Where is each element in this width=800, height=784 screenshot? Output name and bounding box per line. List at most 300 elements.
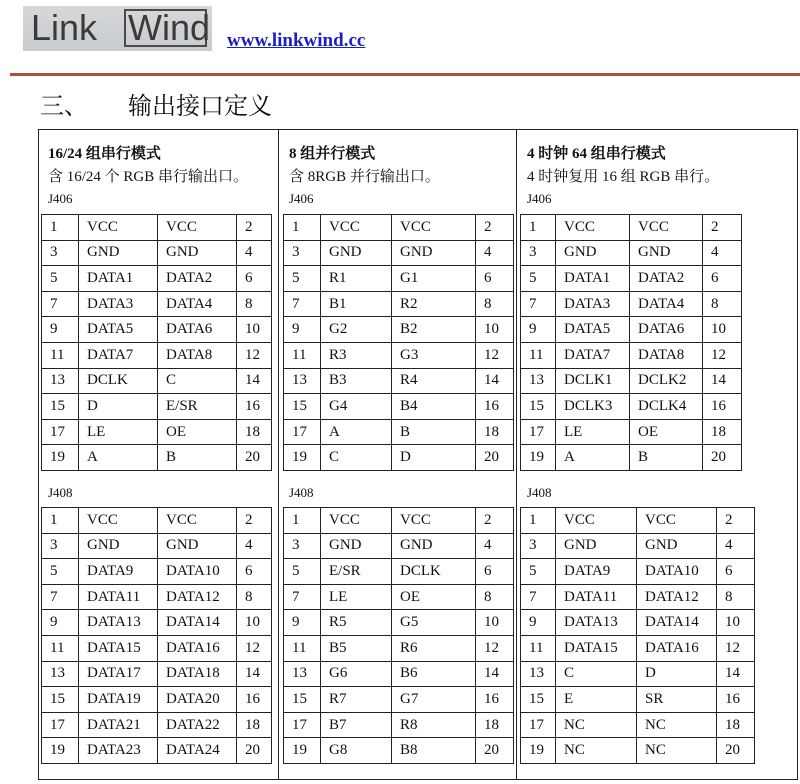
pin-number-right: 18 [476,712,514,738]
signal-name-right: E/SR [158,394,237,420]
signal-name-left: GND [321,240,392,266]
pin-number-right: 8 [717,584,755,610]
signal-name-left: G2 [321,317,392,343]
panel-title: 16/24 组串行模式 [48,146,161,162]
signal-name-left: DATA11 [79,584,158,610]
pin-number-right: 18 [476,419,514,445]
signal-name-right: D [392,445,476,471]
pin-row [521,635,755,661]
pin-row [521,533,755,559]
signal-name-left: LE [79,419,158,445]
signal-name-left: R7 [321,687,392,713]
pin-table-j408 [520,507,755,764]
signal-name-left: G6 [321,661,392,687]
panel-title: 4 时钟 64 组串行模式 [527,146,666,162]
pin-row [42,508,272,534]
pin-number-right: 20 [703,445,742,471]
pin-number-left: 9 [284,317,321,343]
pin-row [521,266,742,292]
pin-number-right: 12 [237,342,272,368]
pin-number-right: 16 [476,687,514,713]
pin-number-right: 6 [717,559,755,585]
signal-name-right: VCC [630,215,703,241]
signal-name-left: DATA3 [79,291,158,317]
pin-number-left: 5 [42,266,79,292]
pin-number-right: 14 [717,661,755,687]
pin-number-right: 6 [237,559,272,585]
panel-description: 含 8RGB 并行输出口。 [289,169,440,185]
pin-row [42,445,272,471]
pin-number-left: 5 [42,559,79,585]
signal-name-left: LE [556,419,630,445]
signal-name-right: GND [158,533,237,559]
signal-name-left: DATA7 [79,342,158,368]
column-divider [278,129,279,780]
pin-row [284,445,514,471]
pin-row [42,240,272,266]
pin-number-right: 12 [717,635,755,661]
pin-number-right: 2 [476,215,514,241]
pin-number-right: 4 [703,240,742,266]
signal-name-right: GND [630,240,703,266]
signal-name-right: VCC [637,508,717,534]
signal-name-right: B [158,445,237,471]
pin-number-right: 8 [476,291,514,317]
pin-number-right: 6 [476,266,514,292]
pin-row [42,635,272,661]
pin-row [284,266,514,292]
pin-row [42,342,272,368]
pin-row [284,508,514,534]
pin-number-right: 2 [476,508,514,534]
signal-name-left: DATA21 [79,712,158,738]
pin-row [521,610,755,636]
signal-name-right: DATA10 [158,559,237,585]
pin-number-left: 5 [521,559,556,585]
pin-number-right: 10 [717,610,755,636]
pin-row [521,445,742,471]
pin-row [284,712,514,738]
signal-name-right: B [630,445,703,471]
pin-number-right: 18 [717,712,755,738]
signal-name-left: A [556,445,630,471]
pin-row [42,317,272,343]
signal-name-left: GND [79,533,158,559]
signal-name-right: DATA10 [637,559,717,585]
signal-name-left: VCC [321,215,392,241]
pin-number-right: 16 [717,687,755,713]
pin-row [284,342,514,368]
pin-number-left: 9 [42,610,79,636]
signal-name-left: E [556,687,637,713]
pin-number-left: 3 [42,240,79,266]
signal-name-left: G8 [321,738,392,764]
signal-name-right: DCLK [392,559,476,585]
pin-row [42,419,272,445]
pin-row [521,394,742,420]
pin-row [284,419,514,445]
signal-name-left: B7 [321,712,392,738]
pin-number-right: 4 [237,533,272,559]
pin-number-right: 20 [717,738,755,764]
pin-number-right: 18 [237,419,272,445]
pin-number-right: 2 [703,215,742,241]
pin-row [521,738,755,764]
signal-name-left: D [79,394,158,420]
signal-name-left: VCC [321,508,392,534]
pin-number-left: 3 [284,240,321,266]
pin-number-left: 11 [521,342,556,368]
signal-name-left: DATA9 [79,559,158,585]
pin-row [284,317,514,343]
pin-number-right: 20 [237,445,272,471]
panel-title: 8 组并行模式 [289,146,376,162]
pin-row [42,266,272,292]
signal-name-right: DATA24 [158,738,237,764]
pin-number-right: 12 [476,635,514,661]
pin-number-right: 10 [237,317,272,343]
pin-row [521,215,742,241]
pin-table-j406 [283,214,514,471]
signal-name-left: GND [556,240,630,266]
pin-row [42,394,272,420]
signal-name-right: GND [637,533,717,559]
signal-name-right: DCLK2 [630,368,703,394]
pin-number-left: 3 [42,533,79,559]
signal-name-right: VCC [158,508,237,534]
pin-row [284,291,514,317]
pin-row [521,661,755,687]
pin-number-left: 9 [284,610,321,636]
pin-number-left: 11 [42,635,79,661]
connector-label-j406: J406 [289,191,314,206]
signal-name-right: DATA16 [158,635,237,661]
signal-name-left: VCC [79,508,158,534]
pin-number-left: 19 [284,445,321,471]
pin-number-right: 4 [476,240,514,266]
signal-name-left: DATA1 [556,266,630,292]
pin-number-left: 13 [521,368,556,394]
pin-number-right: 10 [476,610,514,636]
signal-name-right: G5 [392,610,476,636]
pin-number-left: 9 [521,317,556,343]
signal-name-right: B6 [392,661,476,687]
pin-row [521,584,755,610]
pin-number-right: 16 [476,394,514,420]
signal-name-right: DATA12 [158,584,237,610]
pin-number-right: 18 [237,712,272,738]
signal-name-right: DATA16 [637,635,717,661]
pin-row [284,240,514,266]
pin-number-left: 13 [284,368,321,394]
pin-row [521,240,742,266]
section-title: 输出接口定义 [128,92,272,120]
pin-number-left: 13 [42,661,79,687]
pin-row [521,368,742,394]
signal-name-right: B [392,419,476,445]
pin-row [42,584,272,610]
pin-number-right: 6 [703,266,742,292]
pin-number-left: 9 [42,317,79,343]
signal-name-right: GND [392,533,476,559]
pin-number-left: 15 [42,394,79,420]
signal-name-left: E/SR [321,559,392,585]
signal-name-right: DATA6 [158,317,237,343]
pin-number-right: 2 [237,508,272,534]
pin-number-left: 3 [284,533,321,559]
signal-name-left: C [556,661,637,687]
pin-number-left: 15 [521,687,556,713]
signal-name-right: DATA2 [630,266,703,292]
pin-number-left: 7 [521,291,556,317]
pin-number-right: 14 [237,368,272,394]
pin-number-right: 2 [237,215,272,241]
pin-row [42,661,272,687]
pin-table-j408 [41,507,272,764]
pin-number-right: 8 [237,291,272,317]
signal-name-right: NC [637,738,717,764]
pin-number-right: 4 [237,240,272,266]
pin-number-right: 16 [237,394,272,420]
pin-number-left: 13 [521,661,556,687]
signal-name-left: DATA5 [79,317,158,343]
signal-name-right: DATA18 [158,661,237,687]
pin-row [284,738,514,764]
pin-number-left: 17 [521,712,556,738]
signal-name-right: OE [158,419,237,445]
signal-name-right: DATA8 [158,342,237,368]
signal-name-right: R6 [392,635,476,661]
pin-row [42,610,272,636]
signal-name-right: DATA4 [158,291,237,317]
panel-description: 4 时钟复用 16 组 RGB 串行。 [527,169,720,185]
linkwind-logo [23,6,212,51]
connector-label-j408: J408 [527,485,552,500]
signal-name-left: DATA15 [79,635,158,661]
pin-number-right: 12 [237,635,272,661]
pin-table-j408 [283,507,514,764]
pin-table-j406 [520,214,742,471]
pin-number-left: 7 [284,584,321,610]
website-link[interactable]: www.linkwind.cc [227,30,366,51]
pin-number-right: 6 [237,266,272,292]
signal-name-right: DATA4 [630,291,703,317]
pin-row [521,687,755,713]
pin-number-left: 19 [521,445,556,471]
connector-label-j406: J406 [48,191,73,206]
pin-row [284,394,514,420]
signal-name-right: D [637,661,717,687]
connector-label-j408: J408 [48,485,73,500]
pin-number-left: 7 [42,584,79,610]
signal-name-right: DATA14 [637,610,717,636]
pin-row [42,559,272,585]
signal-name-right: B4 [392,394,476,420]
pin-number-right: 4 [476,533,514,559]
signal-name-right: B2 [392,317,476,343]
pin-number-left: 7 [42,291,79,317]
pin-number-right: 4 [717,533,755,559]
signal-name-right: NC [637,712,717,738]
pin-number-left: 1 [284,215,321,241]
signal-name-left: DATA9 [556,559,637,585]
signal-name-left: DCLK1 [556,368,630,394]
signal-name-left: A [79,445,158,471]
pin-row [521,291,742,317]
pin-number-left: 11 [521,635,556,661]
signal-name-right: G7 [392,687,476,713]
pin-row [284,687,514,713]
pin-number-left: 17 [42,419,79,445]
pin-row [284,584,514,610]
signal-name-right: R4 [392,368,476,394]
signal-name-left: GND [79,240,158,266]
connector-label-j406: J406 [527,191,552,206]
signal-name-left: DATA17 [79,661,158,687]
pin-number-left: 5 [284,266,321,292]
pin-number-left: 17 [521,419,556,445]
pin-number-left: 13 [284,661,321,687]
pin-number-left: 13 [42,368,79,394]
signal-name-right: GND [158,240,237,266]
signal-name-left: B1 [321,291,392,317]
signal-name-left: DATA19 [79,687,158,713]
pin-row [42,712,272,738]
signal-name-left: DATA1 [79,266,158,292]
signal-name-left: DATA11 [556,584,637,610]
pin-row [284,610,514,636]
pin-number-right: 8 [237,584,272,610]
signal-name-right: B8 [392,738,476,764]
signal-name-right: VCC [392,215,476,241]
signal-name-left: LE [321,584,392,610]
pin-number-right: 14 [476,368,514,394]
pin-number-right: 2 [717,508,755,534]
connector-label-j408: J408 [289,485,314,500]
signal-name-left: B5 [321,635,392,661]
signal-name-right: VCC [158,215,237,241]
pin-row [284,635,514,661]
signal-name-right: DATA2 [158,266,237,292]
section-heading [40,86,272,121]
signal-name-left: VCC [556,215,630,241]
pin-row [42,368,272,394]
pin-number-right: 14 [237,661,272,687]
signal-name-left: C [321,445,392,471]
signal-name-right: R8 [392,712,476,738]
signal-name-right: DCLK4 [630,394,703,420]
signal-name-left: DATA13 [79,610,158,636]
signal-name-right: OE [392,584,476,610]
signal-name-left: DATA3 [556,291,630,317]
pin-number-right: 12 [476,342,514,368]
signal-name-right: G1 [392,266,476,292]
pin-number-right: 12 [703,342,742,368]
pin-number-right: 8 [476,584,514,610]
pin-number-right: 10 [703,317,742,343]
column-divider [516,129,517,780]
signal-name-right: DATA12 [637,584,717,610]
signal-name-right: R2 [392,291,476,317]
pin-row [521,317,742,343]
header-divider [10,73,800,76]
pin-number-left: 15 [284,687,321,713]
section-number: 三、 [40,92,88,120]
signal-name-right: G3 [392,342,476,368]
logo-wind-text: Wind [124,9,207,47]
signal-name-left: DATA23 [79,738,158,764]
pin-row [42,738,272,764]
signal-name-left: R1 [321,266,392,292]
pin-table-j406 [41,214,272,471]
pin-number-left: 1 [521,215,556,241]
pin-number-right: 18 [703,419,742,445]
pin-number-right: 14 [703,368,742,394]
pin-number-left: 5 [284,559,321,585]
pin-number-left: 7 [284,291,321,317]
signal-name-left: DATA13 [556,610,637,636]
signal-name-right: OE [630,419,703,445]
signal-name-left: A [321,419,392,445]
pin-number-left: 19 [42,445,79,471]
signal-name-left: NC [556,712,637,738]
logo-link-text: Link [31,7,98,48]
pin-number-left: 1 [521,508,556,534]
pin-number-right: 8 [703,291,742,317]
pin-number-left: 11 [284,635,321,661]
pin-number-left: 11 [42,342,79,368]
signal-name-left: R3 [321,342,392,368]
pin-number-left: 19 [284,738,321,764]
signal-name-left: G4 [321,394,392,420]
pin-row [42,291,272,317]
signal-name-left: VCC [556,508,637,534]
pin-row [42,215,272,241]
panel-description: 含 16/24 个 RGB 串行输出口。 [48,169,249,185]
pin-row [284,661,514,687]
pin-row [42,687,272,713]
signal-name-left: DATA7 [556,342,630,368]
signal-name-left: VCC [79,215,158,241]
signal-name-right: SR [637,687,717,713]
signal-name-right: DATA6 [630,317,703,343]
pin-row [42,533,272,559]
pin-row [284,559,514,585]
signal-name-right: DATA20 [158,687,237,713]
pin-number-left: 19 [521,738,556,764]
pin-number-right: 10 [237,610,272,636]
pin-number-left: 17 [284,419,321,445]
pin-number-left: 3 [521,533,556,559]
pin-number-left: 5 [521,266,556,292]
signal-name-left: R5 [321,610,392,636]
pin-row [521,342,742,368]
pin-row [521,508,755,534]
signal-name-left: NC [556,738,637,764]
pin-number-left: 9 [521,610,556,636]
pin-number-left: 1 [284,508,321,534]
pin-number-left: 19 [42,738,79,764]
signal-name-left: DATA5 [556,317,630,343]
pin-row [284,533,514,559]
pin-number-right: 20 [476,445,514,471]
signal-name-right: VCC [392,508,476,534]
signal-name-left: GND [321,533,392,559]
pin-number-left: 1 [42,215,79,241]
pin-row [521,712,755,738]
pin-row [284,215,514,241]
pin-number-left: 11 [284,342,321,368]
